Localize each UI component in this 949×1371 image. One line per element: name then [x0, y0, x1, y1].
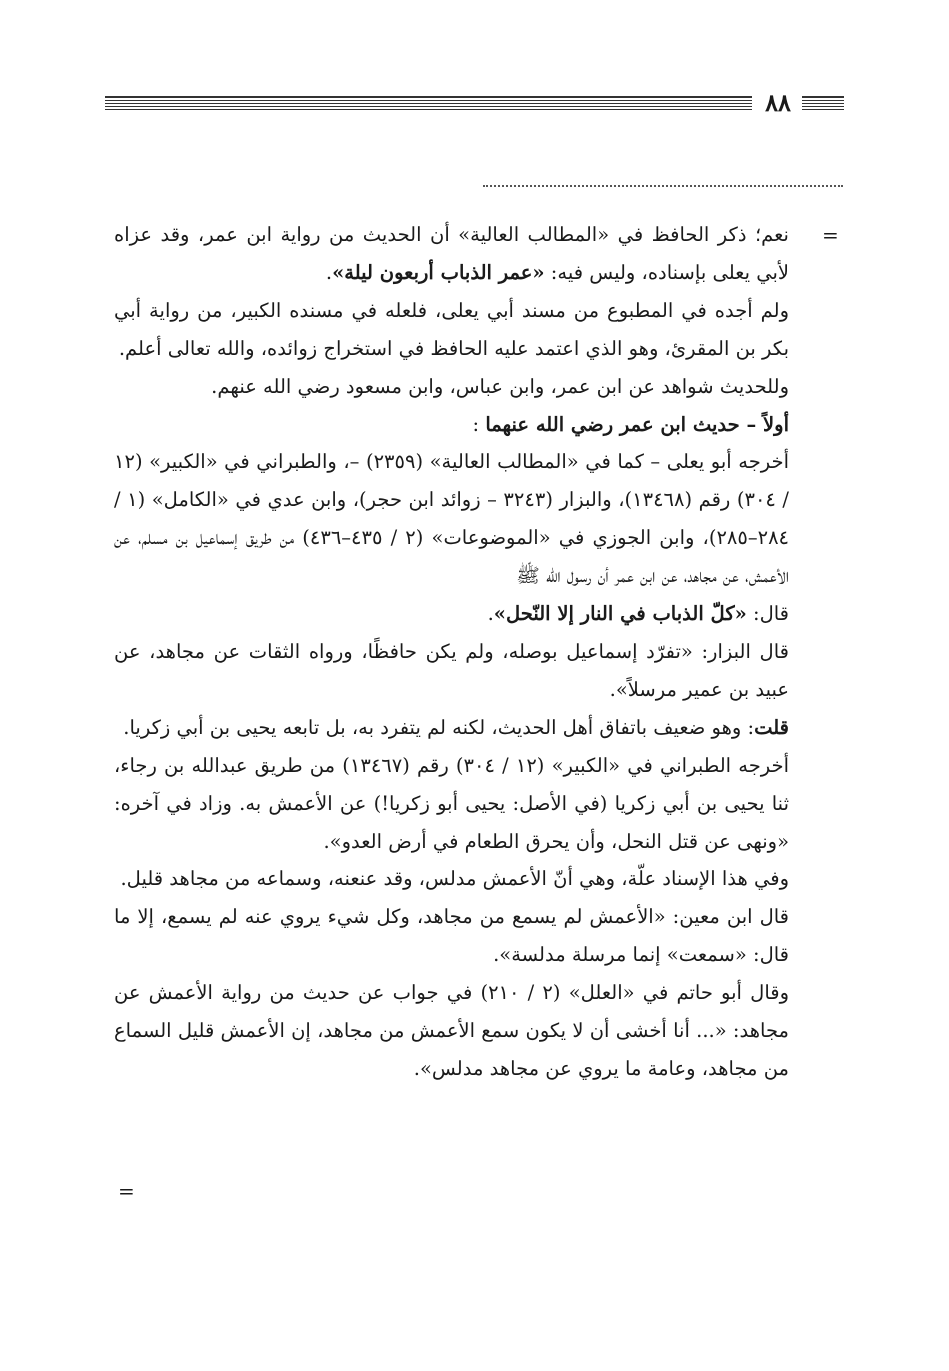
paragraph: أخرجه أبو يعلى – كما في «المطالب العالية» (٢٣٥٩) –، والطبراني في «الكبير» (١٢ / ٣٠٤) رقم (١٣٤٦٨)، والبزار (٣٢٤٣ – زوائد ابن حجر)، وابن عدي في «الكامل» (١ / ٢٨٤–٢٨٥)، وابن الجوزي في «الموضوعات» (٢ / ٤٣٥–٤٣٦) من طريق إسماعيل بن مسلم، عن الأعمش، عن مجاهد، عن ابن عمر أن رسول الله ﷺ — [114, 450, 790, 588]
paragraph: قلت: وهو ضعيف باتفاق أهل الحديث، لكنه لم يتفرد به، بل تابعه يحيى بن أبي زكريا. — [123, 715, 789, 739]
header-rule-right — [802, 96, 844, 110]
bold-phrase: «عمر الذباب أربعون ليلة» — [332, 260, 545, 284]
paragraph: وقال أبو حاتم في «العلل» (٢ / ٢١٠) في جواب عن حديث من رواية الأعمش عن مجاهد: «... أنا أخشى أن لا يكون سمع الأعمش من مجاهد، إن الأعمش قليل السماع من مجاهد، وعامة ما يروي عن مجاهد مدلس». — [114, 981, 789, 1080]
footnote-body — [114, 216, 789, 1088]
page-number: ٨٨ — [765, 88, 791, 117]
paragraph: وللحديث شواهد عن ابن عمر، وابن عباس، وابن مسعود رضي الله عنهم. — [211, 374, 789, 398]
paragraph: أخرجه الطبراني في «الكبير» (١٢ / ٣٠٤) رقم (١٣٤٦٧) من طريق عبدالله بن رجاء، ثنا يحيى بن أبي زكريا (في الأصل: يحيى أبو زكريا!) عن الأعمش به. وزاد في آخره: «ونهى عن قتل النحل، وأن يحرق الطعام في أرض العدو». — [114, 753, 789, 853]
bold-phrase: «كلّ الذباب في النار إلا النّحل» — [493, 602, 747, 626]
paragraph: وفي هذا الإسناد علّة، وهي أنّ الأعمش مدلس، وقد عنعنه، وسماعه من مجاهد قليل. — [120, 867, 789, 891]
hadith-text: قال: «كلّ الذباب في النار إلا النّحل». — [487, 602, 789, 626]
bold-phrase: قلت — [754, 715, 789, 739]
continuation-mark-start: = — [822, 223, 839, 247]
footnote-separator — [483, 185, 843, 187]
continuation-mark-end: = — [118, 1179, 135, 1203]
section-heading: أولاً – حديث ابن عمر رضي الله عنهما : — [472, 412, 789, 436]
paragraph: نعم؛ ذكر الحافظ في «المطالب العالية» أن الحديث من رواية ابن عمر، وقد عزاه لأبي يعلى بإسناده، وليس فيه: «عمر الذباب أربعون ليلة». — [114, 223, 789, 284]
paragraph: قال ابن معين: «الأعمش لم يسمع من مجاهد، وكل شيء يروي عنه لم يسمع، إلا ما قال: «سمعت» إنما مرسلة مدلسة». — [114, 905, 789, 967]
paragraph: ولم أجده في المطبوع من مسند أبي يعلى، فلعله في مسنده الكبير، من رواية أبي بكر بن المقرئ، وهو الذي اعتمد عليه الحافظ في استخراج زوائده، والله تعالى أعلم. — [114, 298, 789, 360]
bold-phrase: أولاً – حديث ابن عمر رضي الله عنهما — [485, 412, 789, 436]
header-rule-left — [105, 96, 752, 110]
paragraph: قال البزار: «تفرّد إسماعيل بوصله، ولم يكن حافظًا، ورواه الثقات عن مجاهد، عن عبيد بن عمير مرسلاً». — [114, 639, 789, 701]
